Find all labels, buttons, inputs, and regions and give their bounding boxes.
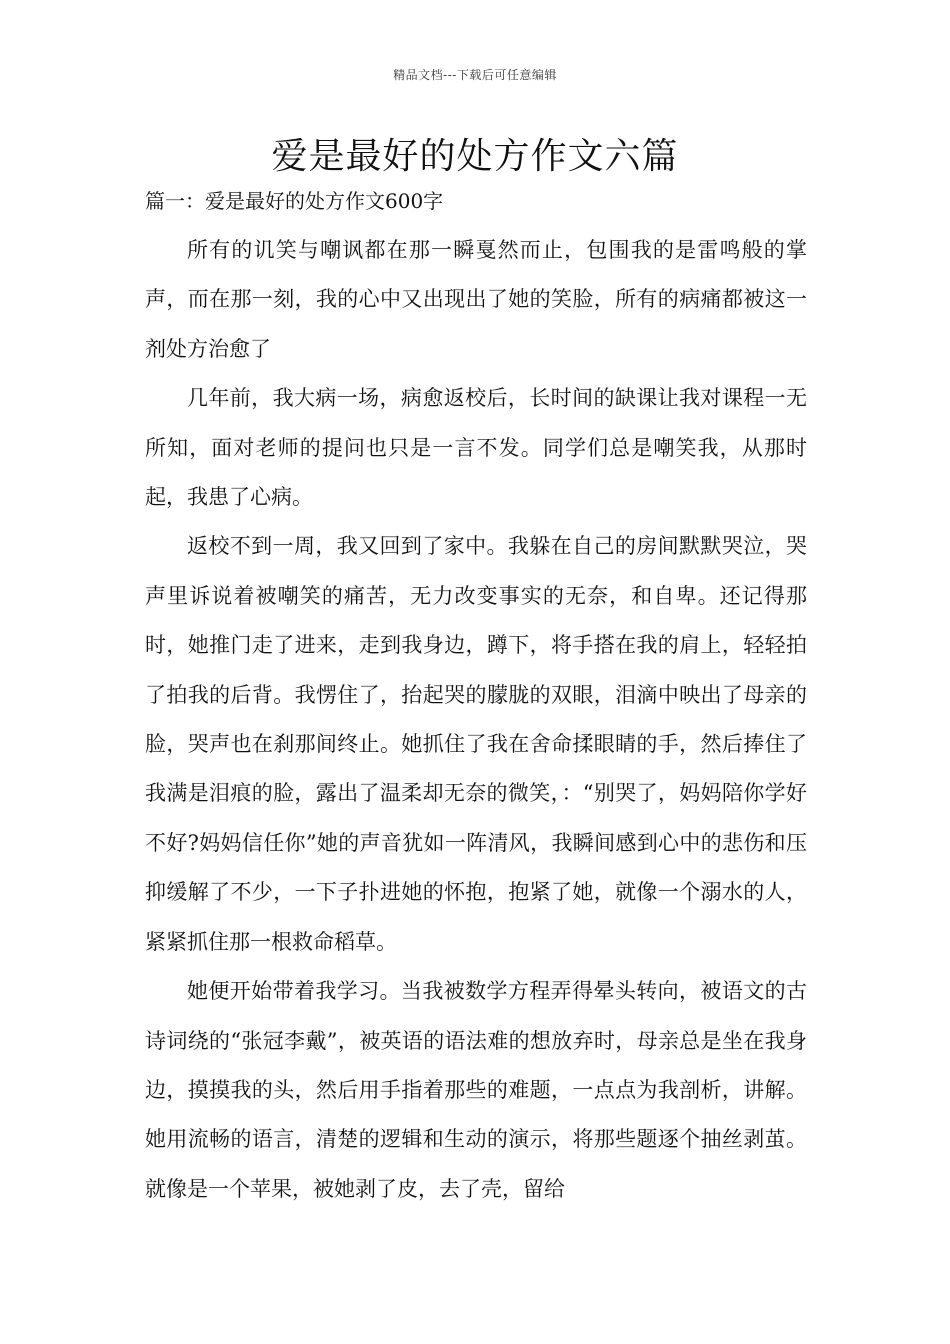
paragraph-4: 她便开始带着我学习。当我被数学方程弄得晕头转向，被语文的古诗词绕的“张冠李戴”，被英语的语法难的想放弃时，母亲总是坐在我身边，摸摸我的头，然后用手指着那些的难题，一点点为我剖析，讲解。她用流畅的语言，清楚的逻辑和生动的演示，将那些题逐个抽丝剥茧。就像是一个苹果，被她剥了皮，去了壳，留给: [145, 979, 807, 1201]
section-subtitle: 篇一：爱是最好的处方作文600字: [145, 189, 444, 213]
body-text: [145, 226, 807, 1214]
header-note: 精品文档---下载后可任意编辑: [393, 68, 557, 82]
paragraph-1: 所有的讥笑与嘲讽都在那一瞬戛然而止，包围我的是雷鸣般的掌声，而在那一刻，我的心中又出现出了她的笑脸，所有的病痛都被这一剂处方治愈了: [145, 238, 807, 361]
document-title: 爱是最好的处方作文六篇: [271, 136, 679, 177]
paragraph-2: 几年前，我大病一场，病愈返校后，长时间的缺课让我对课程一无所知，面对老师的提问也只是一言不发。同学们总是嘲笑我，从那时起，我患了心病。: [145, 386, 807, 510]
paragraph-3: 返校不到一周，我又回到了家中。我躲在自己的房间默默哭泣，哭声里诉说着被嘲笑的痛苦，无力改变事实的无奈，和自卑。还记得那时，她推门走了进来，走到我身边，蹲下，将手搭在我的肩上，轻轻拍了拍我的后背。我愣住了，抬起哭的朦胧的双眼，泪滴中映出了母亲的脸，哭声也在刹那间终止。她抓住了我在舍命揉眼睛的手，然后捧住了我满是泪痕的脸，露出了温柔却无奈的微笑，：“别哭了，妈妈陪你学好不好?妈妈信任你”她的声音犹如一阵清风，我瞬间感到心中的悲伤和压抑缓解了不少，一下子扑进她的怀抱，抱紧了她，就像一个溺水的人，紧紧抓住那一根救命稻草。: [145, 534, 807, 954]
